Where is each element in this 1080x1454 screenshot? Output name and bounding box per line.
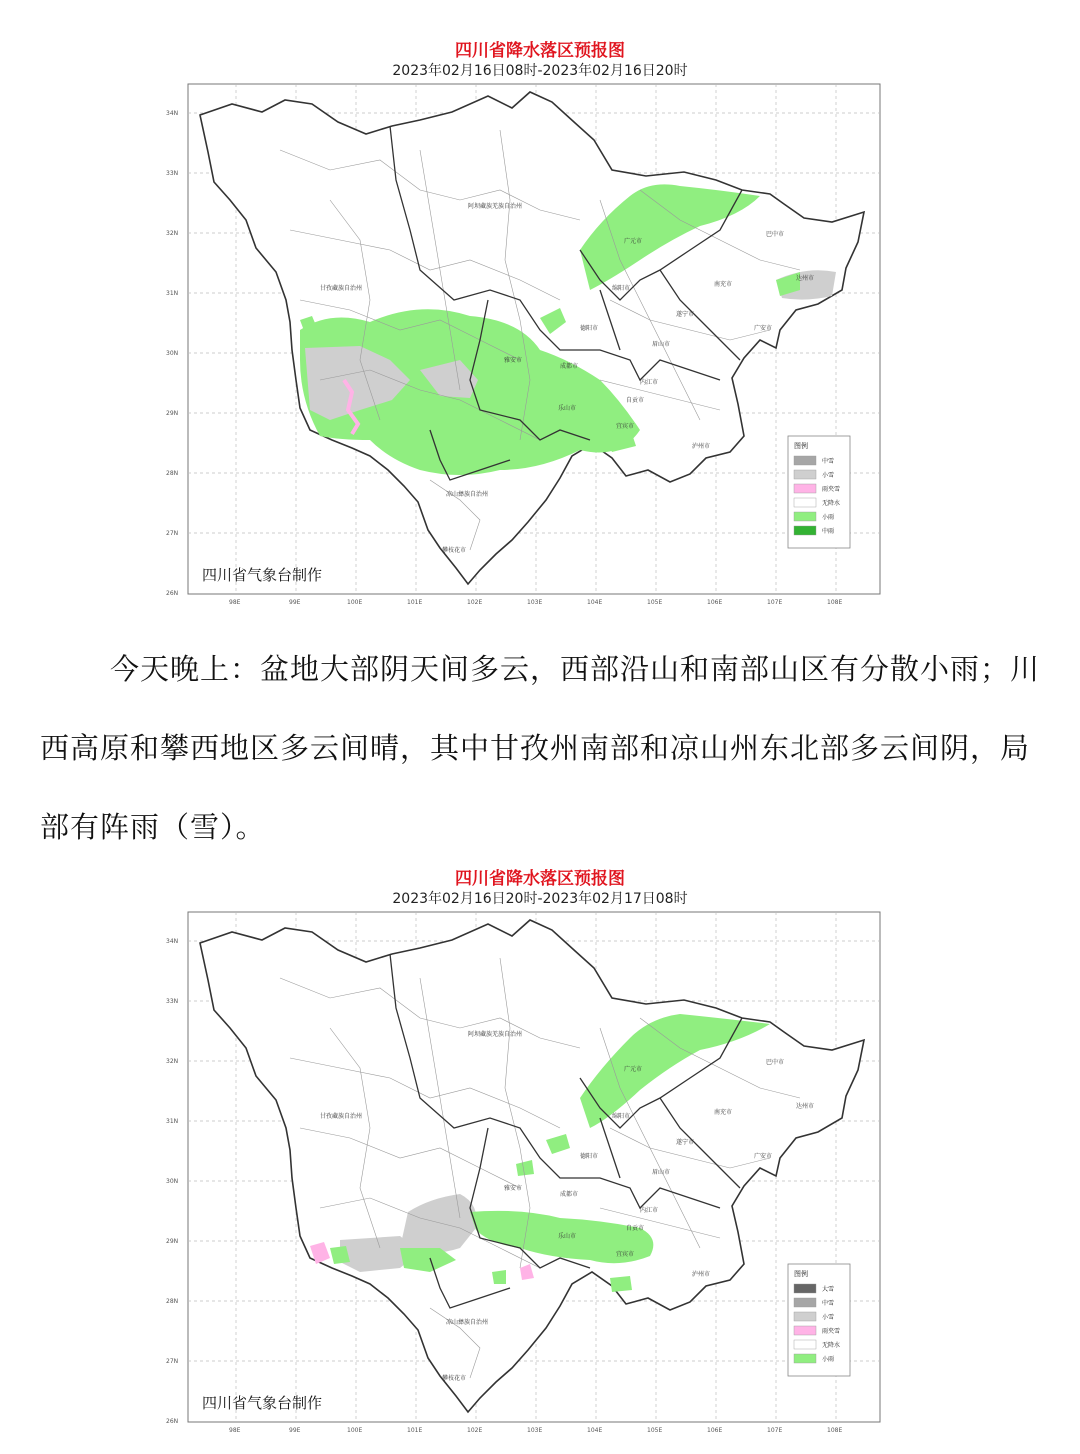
lon-label: 105E (647, 599, 663, 606)
city-label-deyang: 德阳市 (580, 325, 599, 332)
city-label-panzhihua: 攀枝花市 (442, 547, 467, 554)
legend-swatch (794, 484, 816, 493)
lon-label: 100E (347, 1427, 363, 1434)
lon-label: 103E (527, 1427, 543, 1434)
city-label-chengdu: 成都市 (560, 363, 579, 370)
city-label-guangan: 广安市 (754, 1153, 773, 1160)
city-label-luzhou: 泸州市 (692, 443, 711, 450)
map-credit: 四川省气象台制作 (202, 566, 323, 584)
lon-label: 108E (827, 1427, 843, 1434)
legend-swatch (794, 470, 816, 479)
lon-label: 99E (289, 1427, 301, 1434)
lon-label: 107E (767, 1427, 783, 1434)
lat-labels (166, 110, 178, 597)
city-label-deyang: 德阳市 (580, 1153, 599, 1160)
lon-label: 98E (229, 1427, 241, 1434)
lon-label: 105E (647, 1427, 663, 1434)
city-label-neijiang: 内江市 (640, 379, 659, 386)
lat-label: 26N (166, 1418, 179, 1425)
lon-label: 101E (407, 1427, 423, 1434)
city-label-bazhong: 巴中市 (766, 231, 785, 238)
city-label-zigong: 自贡市 (626, 1225, 645, 1232)
city-label-meishan: 眉山市 (652, 341, 671, 348)
city-label-leshan: 乐山市 (558, 1233, 577, 1240)
legend-swatch (794, 512, 816, 521)
map-title: 四川省降水落区预报图 (455, 869, 625, 889)
lon-label: 102E (467, 1427, 483, 1434)
lat-label: 30N (166, 1178, 179, 1185)
legend-label: 大雪 (822, 1286, 835, 1293)
lon-label: 106E (707, 1427, 723, 1434)
city-label-zigong: 自贡市 (626, 397, 645, 404)
legend-label: 小雪 (822, 472, 835, 479)
lat-label: 29N (166, 1238, 179, 1245)
map-canvas (0, 0, 1080, 610)
legend-label: 无降水 (822, 500, 841, 507)
legend-label: 雨夹雪 (822, 486, 841, 493)
city-label-liangshan: 凉山彝族自治州 (446, 1319, 489, 1326)
city-label-suining: 遂宁市 (676, 311, 695, 318)
legend-swatch (794, 1284, 816, 1293)
lon-label: 108E (827, 599, 843, 606)
lon-label: 104E (587, 1427, 603, 1434)
legend-label: 小雪 (822, 1314, 835, 1321)
lat-label: 33N (166, 170, 179, 177)
city-label-guangan: 广安市 (754, 325, 773, 332)
map-legend (788, 1264, 850, 1376)
city-label-bazhong: 巴中市 (766, 1059, 785, 1066)
lat-label: 26N (166, 590, 179, 597)
legend-label: 雨夹雪 (822, 1328, 841, 1335)
city-label-nanchong: 南充市 (714, 1109, 733, 1116)
lat-label: 30N (166, 350, 179, 357)
city-label-suining: 遂宁市 (676, 1139, 695, 1146)
legend-swatch (794, 456, 816, 465)
lat-label: 27N (166, 530, 179, 537)
lon-labels (229, 1427, 842, 1434)
city-label-liangshan: 凉山彝族自治州 (446, 491, 489, 498)
legend-label: 小雨 (822, 1356, 835, 1363)
lat-label: 31N (166, 1118, 179, 1125)
city-label-yaan: 雅安市 (504, 1185, 523, 1192)
city-label-aba: 阿坝藏族羌族自治州 (468, 1031, 523, 1038)
legend-title: 图例 (794, 1270, 808, 1278)
city-label-guangyuan: 广元市 (624, 1066, 643, 1073)
legend-swatch (794, 1326, 816, 1335)
city-label-ganzi: 甘孜藏族自治州 (320, 1113, 363, 1120)
city-label-mianyang: 绵阳市 (612, 1113, 631, 1120)
forecast-paragraph: 今天晚上：盆地大部阴天间多云，西部沿山和南部山区有分散小雨；川西高原和攀西地区多云间晴，其中甘孜州南部和凉山州东北部多云间阴，局部有阵雨（雪）。 (40, 652, 1041, 844)
city-label-chengdu: 成都市 (560, 1191, 579, 1198)
legend-title: 图例 (794, 442, 808, 450)
lat-label: 34N (166, 938, 179, 945)
map-legend (788, 436, 850, 548)
city-label-leshan: 乐山市 (558, 405, 577, 412)
legend-swatch (794, 1354, 816, 1363)
lat-label: 27N (166, 1358, 179, 1365)
city-label-meishan: 眉山市 (652, 1169, 671, 1176)
legend-label: 无降水 (822, 1342, 841, 1349)
legend-swatch (794, 1312, 816, 1321)
lon-label: 100E (347, 599, 363, 606)
city-label-guangyuan: 广元市 (624, 238, 643, 245)
city-label-dazhou: 达州市 (796, 1103, 815, 1110)
legend-label: 中雪 (822, 1300, 835, 1307)
city-label-luzhou: 泸州市 (692, 1271, 711, 1278)
lat-labels (166, 938, 178, 1425)
lon-label: 98E (229, 599, 241, 606)
lon-label: 102E (467, 599, 483, 606)
city-label-nanchong: 南充市 (714, 281, 733, 288)
map-title: 四川省降水落区预报图 (455, 41, 625, 61)
city-label-yibin: 宜宾市 (616, 1251, 635, 1258)
city-label-ganzi: 甘孜藏族自治州 (320, 285, 363, 292)
city-label-neijiang: 内江市 (640, 1207, 659, 1214)
lon-label: 106E (707, 599, 723, 606)
city-label-yibin: 宜宾市 (616, 423, 635, 430)
lat-label: 32N (166, 230, 179, 237)
city-label-dazhou: 达州市 (796, 275, 815, 282)
lon-label: 103E (527, 599, 543, 606)
legend-swatch (794, 526, 816, 535)
legend-swatch (794, 498, 816, 507)
lon-label: 107E (767, 599, 783, 606)
legend-label: 中雪 (822, 458, 835, 465)
city-label-yaan: 雅安市 (504, 357, 523, 364)
city-label-mianyang: 绵阳市 (612, 285, 631, 292)
city-label-aba: 阿坝藏族羌族自治州 (468, 203, 523, 210)
lat-label: 31N (166, 290, 179, 297)
lat-label: 29N (166, 410, 179, 417)
legend-label: 中雨 (822, 528, 835, 535)
legend-swatch (794, 1298, 816, 1307)
lat-label: 33N (166, 998, 179, 1005)
map-subtitle: 2023年02月16日20时-2023年02月17日08时 (392, 891, 688, 907)
map-subtitle: 2023年02月16日08时-2023年02月16日20时 (392, 63, 688, 79)
legend-label: 小雨 (822, 514, 835, 521)
lon-label: 99E (289, 599, 301, 606)
legend-swatch (794, 1340, 816, 1349)
lon-labels (229, 599, 842, 606)
lon-label: 101E (407, 599, 423, 606)
lon-label: 104E (587, 599, 603, 606)
lat-label: 28N (166, 470, 179, 477)
lat-label: 34N (166, 110, 179, 117)
city-label-panzhihua: 攀枝花市 (442, 1375, 467, 1382)
map-canvas (0, 828, 1080, 1448)
map-credit: 四川省气象台制作 (202, 1394, 323, 1412)
lat-label: 32N (166, 1058, 179, 1065)
lat-label: 28N (166, 1298, 179, 1305)
